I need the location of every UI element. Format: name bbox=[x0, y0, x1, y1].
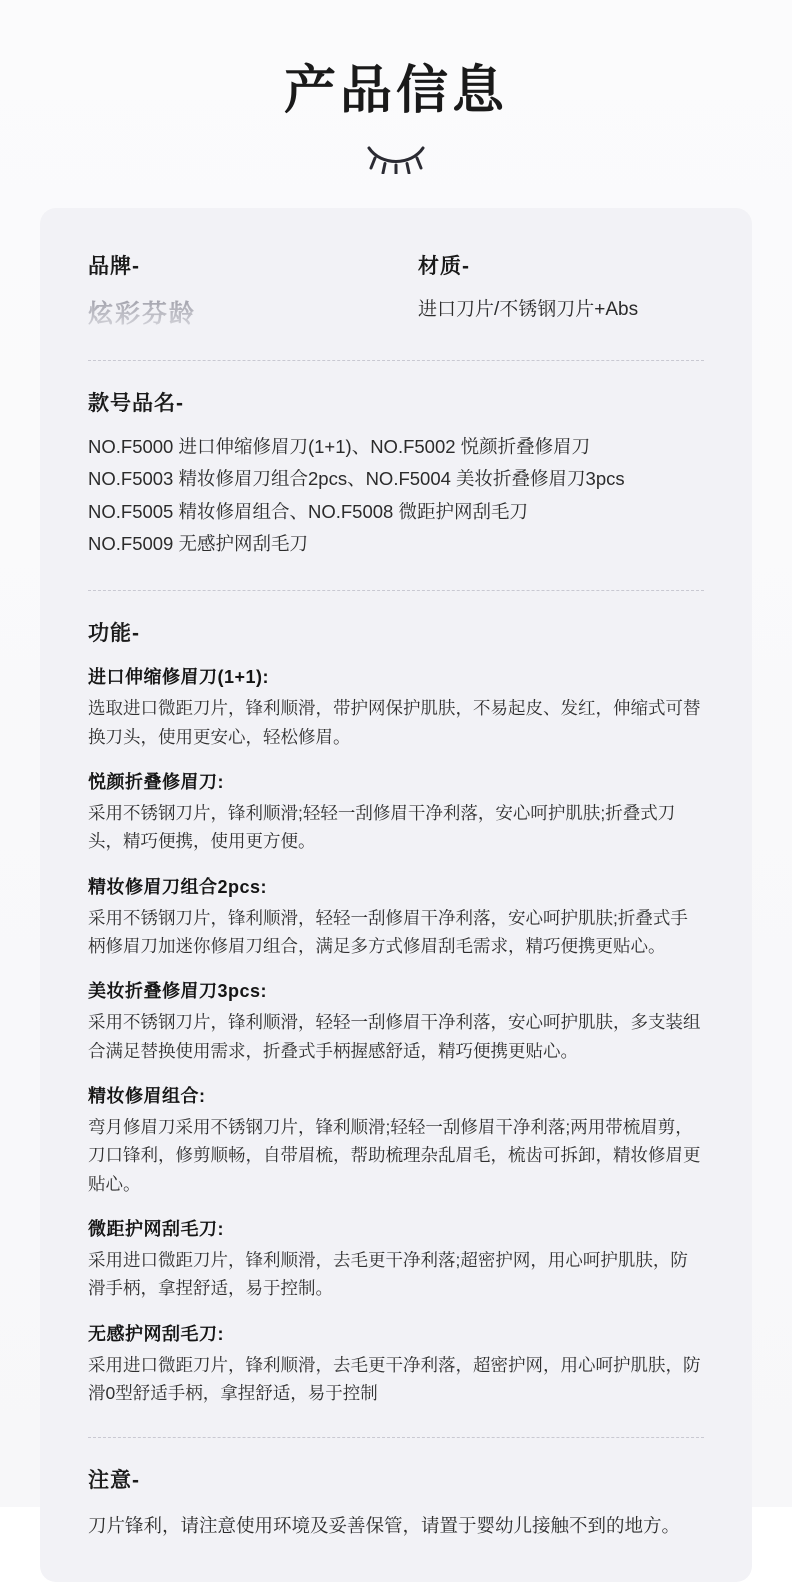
page-title: 产品信息 bbox=[283, 62, 508, 120]
brand-label: 品牌- bbox=[88, 254, 140, 278]
function-desc: 采用不锈钢刀片，锋利顺滑;轻轻一刮修眉干净利落，安心呵护肌肤;折叠式刀头，精巧便携，使用更方便。 bbox=[88, 802, 676, 852]
divider-1 bbox=[88, 360, 704, 361]
divider-3 bbox=[88, 1437, 704, 1438]
brand-value: 炫彩芬龄 bbox=[88, 294, 418, 330]
material-label: 材质- bbox=[418, 254, 470, 278]
eyelash-icon bbox=[361, 144, 431, 174]
model-line: NO.F5003 精妆修眉刀组合2pcs、NO.F5004 美妆折叠修眉刀3pcs bbox=[88, 468, 625, 490]
function-desc: 采用不锈钢刀片，锋利顺滑，轻轻一刮修眉干净利落，安心呵护肌肤，多支装组合满足替换使用需求，折叠式手柄握感舒适，精巧便携更贴心。 bbox=[88, 1012, 701, 1061]
function-name: 美妆折叠修眉刀3pcs: bbox=[88, 981, 268, 1002]
info-card bbox=[40, 208, 752, 1582]
models-block bbox=[88, 387, 704, 561]
function-item bbox=[88, 1215, 704, 1303]
function-desc: 弯月修眉刀采用不锈钢刀片，锋利顺滑;轻轻一刮修眉干净利落;两用带梳眉剪，刀口锋利，修剪顺畅，自带眉梳，帮助梳理杂乱眉毛，梳齿可拆卸，精妆修眉更贴心。 bbox=[88, 1117, 701, 1194]
model-line: NO.F5000 进口伸缩修眉刀(1+1)、NO.F5002 悦颜折叠修眉刀 bbox=[88, 435, 591, 457]
models-label: 款号品名- bbox=[88, 391, 184, 415]
brand-material-row bbox=[88, 250, 704, 330]
function-item bbox=[88, 977, 704, 1065]
divider-2 bbox=[88, 590, 704, 591]
function-item bbox=[88, 768, 704, 856]
model-line: NO.F5009 无感护网刮毛刀 bbox=[88, 532, 308, 554]
notice-text: 刀片锋利，请注意使用环境及妥善保管，请置于婴幼儿接触不到的地方。 bbox=[88, 1515, 681, 1537]
models-lines bbox=[88, 431, 704, 561]
page-header bbox=[0, 0, 792, 174]
function-name: 精妆修眉组合: bbox=[88, 1086, 206, 1107]
brand-block bbox=[88, 250, 418, 330]
functions-label: 功能- bbox=[88, 622, 140, 646]
function-name: 悦颜折叠修眉刀: bbox=[88, 771, 224, 792]
material-block bbox=[418, 250, 704, 321]
function-item bbox=[88, 1082, 704, 1198]
function-name: 精妆修眉刀组合2pcs: bbox=[88, 876, 268, 897]
function-name: 微距护网刮毛刀: bbox=[88, 1219, 224, 1240]
model-line: NO.F5005 精妆修眉组合、NO.F5008 微距护网刮毛刀 bbox=[88, 500, 528, 522]
notice-label: 注意- bbox=[88, 1469, 140, 1493]
function-name: 进口伸缩修眉刀(1+1): bbox=[88, 667, 270, 688]
material-value: 进口刀片/不锈钢刀片+Abs bbox=[418, 298, 639, 320]
function-item bbox=[88, 1320, 704, 1408]
notice-block bbox=[88, 1464, 704, 1541]
function-desc: 选取进口微距刀片，锋利顺滑，带护网保护肌肤，不易起皮、发红，伸缩式可替换刀头，使用更安心，轻松修眉。 bbox=[88, 698, 701, 747]
function-item bbox=[88, 663, 704, 751]
function-name: 无感护网刮毛刀: bbox=[88, 1323, 224, 1344]
function-item bbox=[88, 873, 704, 961]
function-desc: 采用进口微距刀片，锋利顺滑，去毛更干净利落，超密护网，用心呵护肌肤，防滑0型舒适手柄，拿捏舒适，易于控制 bbox=[88, 1354, 701, 1404]
function-desc: 采用不锈钢刀片，锋利顺滑，轻轻一刮修眉干净利落，安心呵护肌肤;折叠式手柄修眉刀加迷你修眉刀组合，满足多方式修眉刮毛需求，精巧便携更贴心。 bbox=[88, 907, 688, 957]
function-desc: 采用进口微距刀片，锋利顺滑，去毛更干净利落;超密护网，用心呵护肌肤，防滑手柄，拿捏舒适，易于控制。 bbox=[88, 1250, 688, 1299]
functions-block bbox=[88, 617, 704, 1407]
